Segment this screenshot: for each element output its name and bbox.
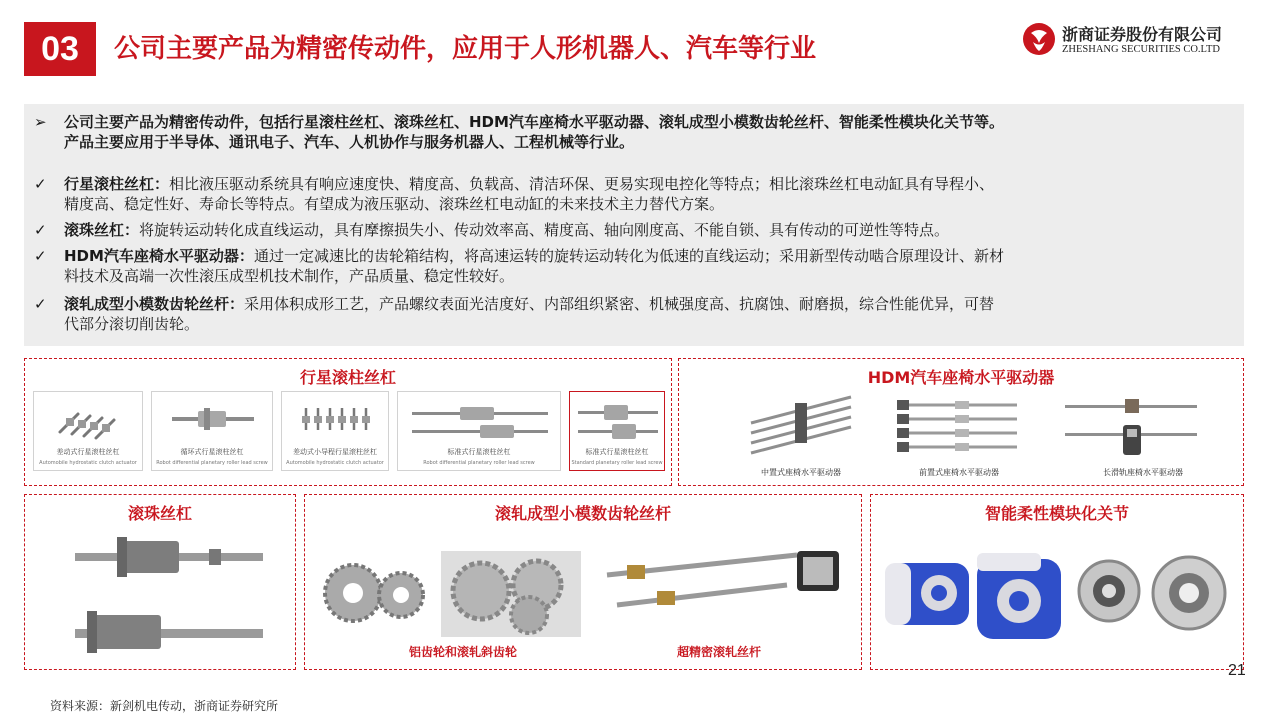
check-icon: ✓	[34, 221, 47, 239]
page-number: 21	[1228, 662, 1246, 679]
gear-caption-lead-screw: 超精密滚轧丝杆	[677, 645, 762, 659]
panel-title: 滚轧成型小模数齿轮丝杆	[494, 504, 671, 523]
check-icon: ✓	[34, 175, 47, 193]
front-mounted-driver-image	[891, 397, 1021, 457]
standard-screw-image	[408, 402, 552, 442]
item-name: 行星滚柱丝杠：	[64, 175, 170, 193]
hdm-caption-long-rail: 长滑轨座椅水平驱动器	[1103, 468, 1183, 477]
joint-modules-image	[881, 545, 1067, 645]
item-name: 滚珠丝杠：	[64, 221, 140, 239]
logo-english-name: ZHESHANG SECURITIES CO.LTD	[1062, 44, 1220, 55]
arrow-bullet-icon: ➢	[34, 113, 47, 131]
gear-pair-image	[319, 555, 429, 627]
card-caption: 标准式行星滚柱丝杠	[447, 448, 511, 456]
item-text-line2: 料技术及高端一次性滚压成型机技术制作，产品质量、稳定性较好。	[64, 267, 515, 285]
item-name: HDM汽车座椅水平驱动器：	[64, 247, 254, 265]
panel-hdm-seat-driver	[678, 358, 1244, 486]
card-caption-en: Standard planetary roller lead screw	[571, 460, 663, 466]
hdm-caption-front: 前置式座椅水平驱动器	[919, 468, 999, 477]
intro-line-2: 产品主要应用于半导体、通讯电子、汽车、人机协作与服务机器人、工程机械等行业。	[64, 133, 635, 151]
harmonic-reducer-image	[1073, 555, 1233, 631]
helical-gears-image	[441, 551, 581, 637]
card-caption-en: Automobile hydrostatic clutch actuator	[39, 460, 137, 466]
panel-title: 行星滚柱丝杠	[299, 368, 396, 387]
card-caption-en: Robot differential planetary roller lead screw	[156, 460, 268, 466]
card-caption: 循环式行星滚柱丝杠	[180, 448, 244, 456]
panel-ball-screw	[24, 494, 296, 670]
panel-rolled-gear-screw	[304, 494, 862, 670]
panel-title: HDM汽车座椅水平驱动器	[867, 368, 1055, 387]
item-text: 将旋转运动转化成直线运动，具有摩擦损失小、传动效率高、精度高、轴向刚度高、不能自锁、具有传动的可逆性等特点。	[139, 221, 950, 239]
card-caption: 差动式行星滚柱丝杠	[56, 448, 120, 456]
card-caption: 差动式小导程行星滚柱丝杠	[293, 448, 377, 456]
check-icon: ✓	[34, 295, 47, 313]
product-card	[33, 391, 143, 471]
panel-title: 智能柔性模块化关节	[984, 504, 1129, 523]
product-card	[151, 391, 273, 471]
page-title: 公司主要产品为精密传动件，应用于人形机器人、汽车等行业	[114, 34, 817, 64]
recirculating-screw-image	[168, 404, 258, 434]
card-caption: 标准式行星滚柱丝杠	[585, 448, 649, 456]
rolled-lead-screw-image	[597, 545, 847, 629]
item-text: 采用体积成形工艺，产品螺纹表面光洁度好、内部组织紧密、机械强度高、抗腐蚀、耐磨损，综合性能优异，可替	[244, 295, 995, 313]
section-number: 03	[24, 22, 96, 76]
panel-modular-joint	[870, 494, 1244, 670]
ball-screw-image	[69, 531, 269, 663]
source-note: 资料来源：新剑机电传动，浙商证券研究所	[50, 699, 279, 713]
summary-box	[24, 104, 1244, 346]
long-rail-driver-image	[1061, 395, 1201, 461]
small-lead-screw-image	[298, 404, 374, 434]
item-text-line2: 精度高、稳定性好、寿命长等特点。有望成为液压驱动、滚珠丝杠电动缸的未来技术主力替代方案。	[64, 195, 725, 213]
company-logo	[1022, 20, 1262, 64]
differential-screw-image	[54, 402, 124, 442]
product-card	[397, 391, 561, 471]
item-text: 相比液压驱动系统具有响应速度快、精度高、负载高、清洁环保、更易实现电控化等特点；相比滚珠丝杠电动缸具有导程小、	[169, 175, 995, 193]
mid-mounted-driver-image	[741, 395, 861, 461]
gear-caption-helical: 铝齿轮和滚轧斜齿轮	[409, 645, 518, 659]
product-card-highlighted	[569, 391, 665, 471]
card-caption-en: Automobile hydrostatic clutch actuator	[286, 460, 384, 466]
standard-screw-image	[576, 400, 660, 444]
product-card	[281, 391, 389, 471]
check-icon: ✓	[34, 247, 47, 265]
item-text-line2: 代部分滚切削齿轮。	[64, 315, 200, 333]
item-text: 通过一定减速比的齿轮箱结构，将高速运转的旋转运动转化为低速的直线运动；采用新型传动啮合原理设计、新材	[253, 247, 1004, 265]
item-name: 滚轧成型小模数齿轮丝杆：	[64, 295, 245, 313]
intro-line-1: 公司主要产品为精密传动件，包括行星滚柱丝杠、滚珠丝杠、HDM汽车座椅水平驱动器、滚轧成型小模数齿轮丝杆、智能柔性模块化关节等。	[64, 113, 1004, 131]
hdm-caption-mid: 中置式座椅水平驱动器	[761, 468, 841, 477]
zheshang-logo-icon	[1022, 22, 1056, 56]
card-caption-en: Robot differential planetary roller lead screw	[423, 460, 535, 466]
panel-planetary-roller-screw	[24, 358, 672, 486]
logo-chinese-name: 浙商证券股份有限公司	[1062, 25, 1223, 44]
panel-title: 滚珠丝杠	[127, 504, 192, 523]
